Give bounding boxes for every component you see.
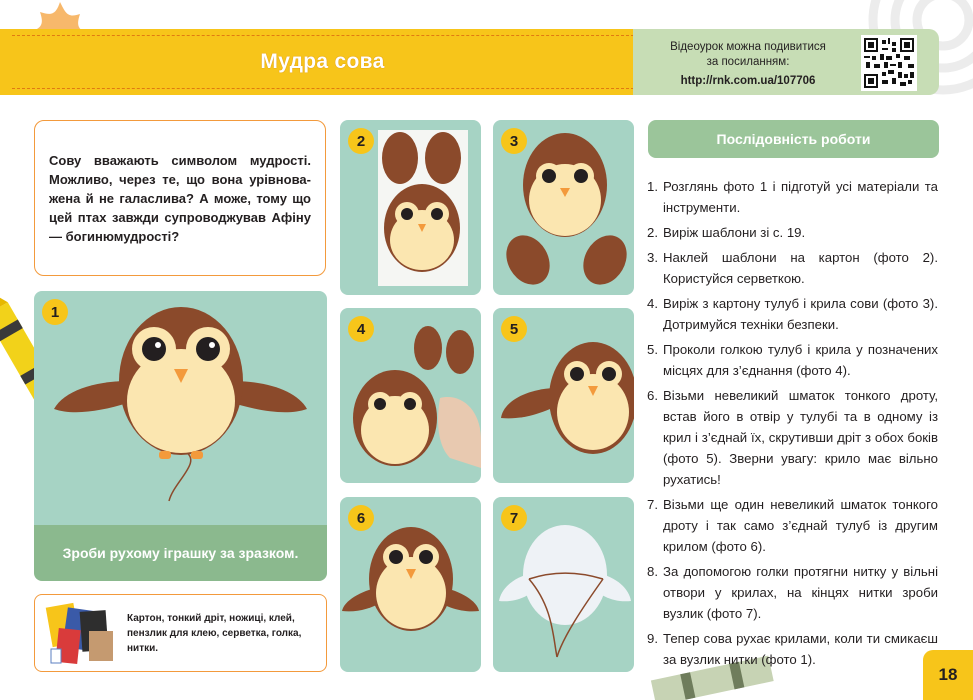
step-item: 5. Проколи голкою тулуб і крила у позначених місцях для з’єднання (фото 4). — [647, 342, 938, 378]
photo-2 — [340, 120, 481, 295]
photo-number-badge: 1 — [42, 299, 68, 325]
step-item: 6. Візьми невеликий шматок тонкого дроту, встав його в отвір у тулубі та в одному із крил і з’єднай їх, скрутивши дріт з обох боків (фото 5). Зверни увагу: крило має вільно рухатись! — [647, 388, 938, 487]
photo-number-badge: 7 — [501, 505, 527, 531]
step-item: 9. Тепер сова рухає крилами, коли ти смикаєш за вузлик нитки (фото 1). — [647, 631, 938, 667]
photo-number-badge: 2 — [348, 128, 374, 154]
caption-text: Зроби рухому іграшку за зразком. — [62, 545, 299, 561]
video-url-link[interactable]: http://rnk.com.ua/107706 — [680, 75, 816, 87]
intro-text: Сову вважають символом мудрості. Можливо, через те, що вона урівноважена й не галаслива? А може, тому що цей птах завжди супроводжував Афіну — богинюмудрості? — [49, 153, 311, 244]
craft-materials-image — [43, 601, 119, 665]
photo-5 — [493, 308, 634, 483]
qr-code-icon[interactable] — [861, 35, 917, 91]
owl-finished-image — [34, 291, 327, 531]
intro-box — [34, 120, 326, 276]
page-number: 18 — [923, 650, 973, 700]
steps-panel — [637, 164, 946, 667]
photo-number-badge: 3 — [501, 128, 527, 154]
photo-7 — [493, 497, 634, 672]
photo-number-badge: 4 — [348, 316, 374, 342]
photo-3 — [493, 120, 634, 295]
video-link-box — [633, 29, 939, 95]
video-line-1: Відеоурок можна подивитися — [670, 41, 826, 53]
photo-number-badge: 6 — [348, 505, 374, 531]
step-item: 1. Розглянь фото 1 і підготуй усі матеріали та інструменти. — [647, 179, 938, 215]
step-item: 3. Наклей шаблони на картон (фото 2). Користуйся серветкою. — [647, 250, 938, 286]
photo-6 — [340, 497, 481, 672]
steps-header — [648, 120, 939, 158]
page-title: Мудра сова — [260, 50, 385, 73]
photo-1 — [34, 291, 327, 531]
title-banner — [0, 29, 640, 95]
video-line-2: за посиланням: — [706, 56, 790, 68]
materials-text: Картон, тонкий дріт, ножиці, клей, пензлик для клею, серветка, голка, нитки. — [127, 613, 302, 654]
steps-list — [637, 164, 946, 670]
step-item: 2. Виріж шаблони зі с. 19. — [647, 225, 806, 240]
steps-title: Послідовність роботи — [716, 131, 871, 147]
photo-number-badge: 5 — [501, 316, 527, 342]
materials-box — [34, 594, 327, 672]
caption-bar — [34, 525, 327, 581]
photo-4 — [340, 308, 481, 483]
step-item: 8. За допомогою голки протягни нитку у вільні отвори у крилах, на кінцях нитки зроби вузлик (фото 7). — [647, 564, 938, 621]
step-item: 7. Візьми ще один невеликий шматок тонкого дроту і так само з’єднай тулуб із другим крилом (фото 6). — [647, 497, 938, 554]
step-item: 4. Виріж з картону тулуб і крила сови (фото 3). Дотримуйся техніки безпеки. — [647, 296, 938, 332]
